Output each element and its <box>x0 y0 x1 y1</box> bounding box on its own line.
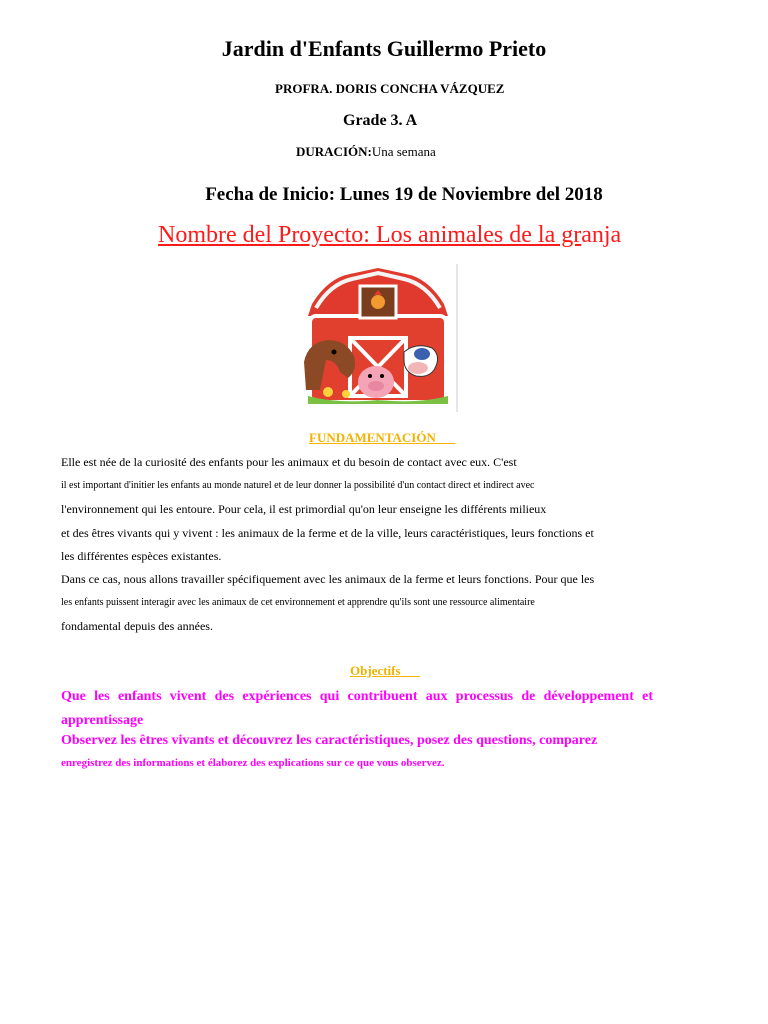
heading-underline-pad <box>401 663 421 678</box>
fundamentacion-heading-text: FUNDAMENTACIÓN <box>309 430 436 445</box>
page-title: Jardin d'Enfants Guillermo Prieto <box>221 36 547 61</box>
teacher-name: PROFRA. DORIS CONCHA VÁZQUEZ <box>275 81 505 96</box>
objectifs-heading-text: Objectifs <box>350 663 401 678</box>
project-name-rest: anja <box>581 222 622 248</box>
fundamentacion-line-4: et des êtres vivants qui y vivent : les animaux de la ferme et de la ville, leurs caractéristiques, leurs fonctions et <box>61 526 594 540</box>
fundamentacion-line-6: Dans ce cas, nous allons travailler spécifiquement avec les animaux de la ferme et leurs fonctions. Pour que les <box>61 572 595 586</box>
objective-item-3: enregistrez des informations et élaborez des explications sur ce que vous observez. <box>61 757 445 769</box>
objective-item-2: Observez les êtres vivants et découvrez les caractéristiques, posez des questions, comparez <box>61 733 598 748</box>
duration-line <box>296 144 436 160</box>
fundamentacion-line-7: les enfants puissent interagir avec les animaux de cet environnement et apprendre qu'ils sont une ressource alimentaire <box>61 597 535 608</box>
barn-svg <box>298 264 458 412</box>
duration-label: DURACIÓN: <box>296 144 372 159</box>
project-name-underlined: Nombre del Proyecto: Los animales de la gr <box>158 222 582 248</box>
objective-item-1: Que les enfants vivent des expériences qui contribuent aux processus de développement et apprentissage <box>61 689 653 728</box>
grade-label: Grade 3. A <box>343 112 418 129</box>
fundamentacion-line-2: il est important d'initier les enfants au monde naturel et de leur donner la possibilité d'un contact direct et indirect avec <box>61 480 535 491</box>
fundamentacion-heading <box>309 430 455 446</box>
fundamentacion-line-5: les différentes espèces existantes. <box>61 549 222 563</box>
fundamentacion-line-1: Elle est née de la curiosité des enfants pour les animaux et du besoin de contact avec eux. C'est <box>61 455 517 469</box>
start-date: Fecha de Inicio: Lunes 19 de Noviembre del 2018 <box>205 184 603 205</box>
objectifs-heading <box>350 663 420 679</box>
heading-underline-pad <box>436 430 456 445</box>
project-name <box>158 222 621 249</box>
fundamentacion-line-3: l'environnement qui les entoure. Pour cela, il est primordial qu'on leur enseigne les différents milieux <box>61 502 547 516</box>
fundamentacion-line-8: fondamental depuis des années. <box>61 619 213 633</box>
duration-value: Una semana <box>371 144 436 159</box>
farm-barn-illustration <box>298 264 458 412</box>
